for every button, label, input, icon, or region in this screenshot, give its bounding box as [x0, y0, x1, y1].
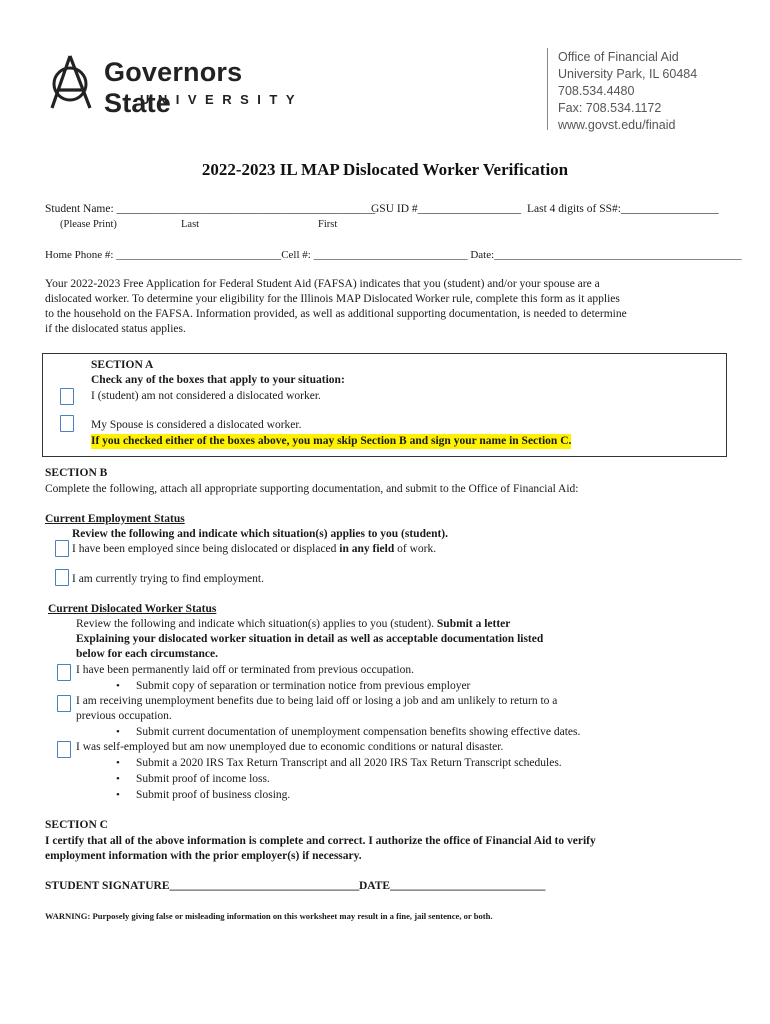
dislocated-status-heading: Current Dislocated Worker Status	[48, 603, 217, 615]
laid-off-option: I have been permanently laid off or terminated from previous occupation.	[76, 664, 414, 676]
student-not-dislocated-checkbox[interactable]	[60, 388, 74, 405]
intro-paragraph	[45, 277, 627, 337]
please-print-label: (Please Print)	[60, 219, 117, 230]
bullet: •	[116, 773, 120, 785]
self-employed-doc-2: Submit proof of income loss.	[136, 773, 270, 785]
dislocated-instr-b: Submit a letter	[436, 618, 511, 630]
self-employed-doc-1: Submit a 2020 IRS Tax Return Transcript and all 2020 IRS Tax Return Transcript schedules.	[136, 757, 562, 769]
certification-line-1: I certify that all of the above information is complete and correct. I authorize the office of Financial Aid to verify	[45, 835, 596, 847]
unemployment-benefits-option: I am receiving unemployment benefits due to being laid off or losing a job and am unlikely to return to a	[76, 695, 558, 707]
office-phone: 708.534.4480	[558, 84, 635, 98]
unemployment-benefits-option-line2: previous occupation.	[76, 710, 172, 722]
bullet: •	[116, 757, 120, 769]
university-logo	[48, 54, 308, 118]
dislocated-status-instruction	[76, 617, 510, 632]
seeking-employment-option: I am currently trying to find employment.	[72, 573, 264, 585]
gsu-id-field[interactable]: GSU ID #__________________	[371, 203, 522, 215]
student-name-field[interactable]: Student Name: _____________________________________________	[45, 203, 376, 215]
certification-line-2: employment information with the prior employer(s) if necessary.	[45, 850, 362, 862]
phone-fields[interactable]: Home Phone #: ______________________________Cell #: ____________________________ Date:_____________________________________________	[45, 249, 742, 261]
laid-off-doc: Submit copy of separation or termination notice from previous employer	[136, 680, 471, 692]
office-fax: Fax: 708.534.1172	[558, 101, 662, 115]
section-a-instruction: Check any of the boxes that apply to your situation:	[91, 374, 345, 386]
dislocated-instruction-line3: below for each circumstance.	[76, 648, 219, 660]
unemployment-benefits-doc: Submit current documentation of unemployment compensation benefits showing effective dates.	[136, 726, 581, 738]
student-signature-field[interactable]: STUDENT SIGNATURE_________________________________	[45, 880, 360, 892]
employed-since-checkbox[interactable]	[55, 540, 69, 557]
self-employed-checkbox[interactable]	[57, 741, 71, 758]
employed-text-a: I have been employed since being dislocated or displaced	[72, 543, 340, 555]
logo-sub: UNIVERSITY	[140, 92, 304, 107]
section-a-note: If you checked either of the boxes above, you may skip Section B and sign your name in Section C.	[91, 435, 572, 447]
ssn-field[interactable]: Last 4 digits of SS#:_________________	[527, 203, 719, 215]
bullet: •	[116, 680, 120, 692]
section-a-option-spouse: My Spouse is considered a dislocated worker.	[91, 419, 302, 431]
employed-since-option	[72, 542, 436, 557]
intro-line: if the dislocated status applies.	[45, 323, 186, 335]
section-b-heading: SECTION B	[45, 467, 108, 479]
self-employed-option: I was self-employed but am now unemployed due to economic conditions or natural disaster.	[76, 741, 504, 753]
intro-line: dislocated worker. To determine your eligibility for the Illinois MAP Dislocated Worker rule, complete this form as it applies	[45, 293, 620, 305]
logo-name: Governors State	[104, 57, 243, 118]
office-website: www.govst.edu/finaid	[558, 118, 676, 132]
self-employed-doc-3: Submit proof of business closing.	[136, 789, 291, 801]
office-name: Office of Financial Aid	[558, 50, 679, 64]
first-label: First	[318, 219, 338, 230]
section-c-heading: SECTION C	[45, 819, 108, 831]
current-employment-instruction: Review the following and indicate which situation(s) applies to you (student).	[72, 528, 449, 540]
dislocated-instruction-line2: Explaining your dislocated worker situation in detail as well as acceptable documentation listed	[76, 633, 544, 645]
office-contact	[558, 49, 697, 134]
employed-text-b: in any field	[339, 543, 395, 555]
warning-note: WARNING: Purposely giving false or misleading information on this worksheet may result in a fine, jail sentence, or both.	[45, 911, 493, 921]
spouse-dislocated-checkbox[interactable]	[60, 415, 74, 432]
office-divider	[547, 48, 548, 130]
logo-emblem-icon	[48, 54, 96, 110]
intro-line: Your 2022-2023 Free Application for Federal Student Aid (FAFSA) indicates that you (student) and/or your spouse are a	[45, 278, 600, 290]
section-a-option-student: I (student) am not considered a dislocated worker.	[91, 390, 321, 402]
dislocated-instr-a: Review the following and indicate which situation(s) applies to you (student).	[76, 618, 437, 630]
office-address: University Park, IL 60484	[558, 67, 698, 81]
section-a-heading: SECTION A	[91, 359, 154, 371]
current-employment-heading: Current Employment Status	[45, 513, 185, 525]
date-field[interactable]: DATE___________________________	[359, 880, 546, 892]
seeking-employment-checkbox[interactable]	[55, 569, 69, 586]
intro-line: to the household on the FAFSA. Information provided, as well as additional supporting documentation, is needed to determine	[45, 308, 627, 320]
laid-off-checkbox[interactable]	[57, 664, 71, 681]
employed-text-c: of work.	[394, 543, 437, 555]
unemployment-benefits-checkbox[interactable]	[57, 695, 71, 712]
bullet: •	[116, 789, 120, 801]
section-b-intro: Complete the following, attach all appropriate supporting documentation, and submit to the Office of Financial Aid:	[45, 483, 579, 495]
page-title: 2022-2023 IL MAP Dislocated Worker Verification	[201, 160, 569, 179]
last-label: Last	[181, 219, 200, 230]
bullet: •	[116, 726, 120, 738]
